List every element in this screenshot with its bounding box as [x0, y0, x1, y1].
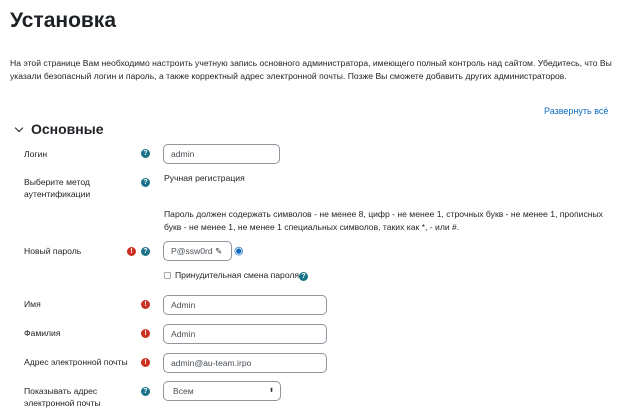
firstname-label: Имя [24, 299, 41, 309]
required-icon: ! [141, 329, 150, 338]
help-icon[interactable]: ? [141, 247, 150, 256]
section-header[interactable] [14, 121, 104, 137]
pencil-icon[interactable]: ✎ [215, 246, 223, 256]
auth-value: Ручная регистрация [164, 173, 245, 183]
maildisplay-select[interactable] [163, 381, 281, 401]
lastname-input[interactable]: Admin [163, 324, 327, 344]
lastname-label: Фамилия [24, 328, 61, 338]
email-input[interactable]: admin@au-team.irpo [163, 353, 327, 373]
required-icon: ! [127, 247, 136, 256]
maildisplay-value: Всем [173, 386, 194, 396]
auth-label: Выберите метод аутентификации [24, 177, 91, 199]
help-icon[interactable]: ? [141, 178, 150, 187]
help-icon[interactable]: ? [141, 387, 150, 396]
email-label: Адрес электронной почты [24, 357, 128, 367]
password-label: Новый пароль [24, 246, 82, 256]
required-icon: ! [141, 300, 150, 309]
expand-all-link[interactable]: Развернуть всё [544, 106, 609, 116]
page-title: Установка [10, 9, 116, 32]
maildisplay-label: Показывать адрес электронной почты [24, 386, 101, 408]
password-value: P@ssw0rd [171, 246, 213, 256]
select-arrows-icon: ⬍ [268, 388, 274, 394]
login-label: Логин [24, 149, 48, 159]
eye-icon[interactable]: ◉ [234, 245, 244, 257]
chevron-down-icon [15, 124, 23, 132]
help-icon[interactable]: ? [141, 149, 150, 158]
login-input[interactable]: admin [163, 144, 280, 164]
help-icon[interactable]: ? [299, 272, 308, 281]
section-title: Основные [31, 121, 104, 137]
intro-text: На этой странице Вам необходимо настроить учетную запись основного администратора, имеющего полный контроль над сайтом. Убедитесь, что Вы указали безопасный логин и пароль, а также корректный адрес электронной почты. Позже Вы сможете добавить других администраторов. [10, 58, 612, 81]
force-change-label: Принудительная смена пароля [175, 270, 300, 280]
firstname-input[interactable]: Admin [163, 295, 327, 315]
password-rules: Пароль должен содержать символов - не менее 8, цифр - не менее 1, строчных букв - не менее 1, прописных букв - не менее 1, не менее 1 специальных символов, таких как *, - или #. [164, 209, 603, 232]
force-change-checkbox[interactable] [164, 272, 171, 279]
required-icon: ! [141, 358, 150, 367]
password-input[interactable] [163, 241, 232, 261]
